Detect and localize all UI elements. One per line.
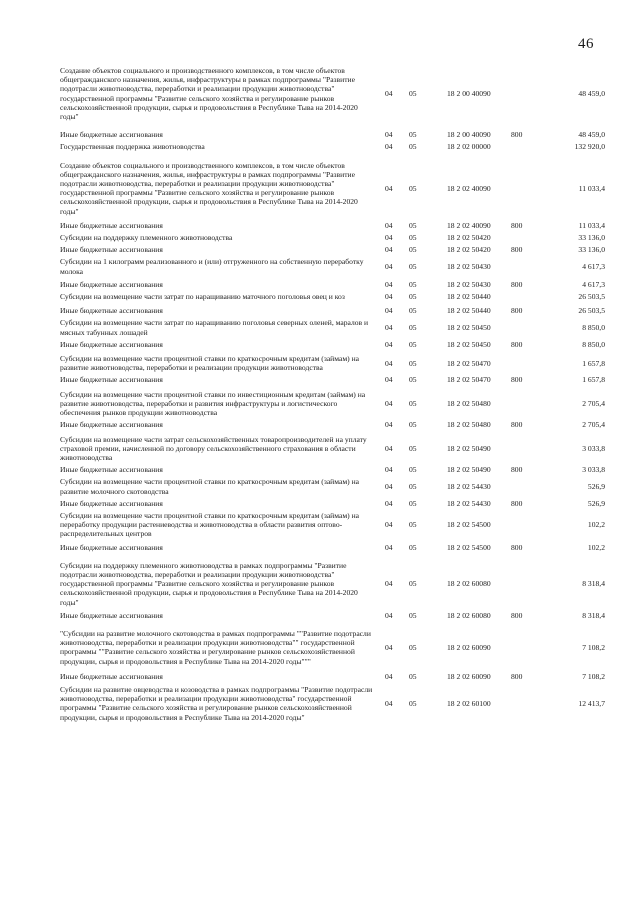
subsection-code: 05 bbox=[409, 375, 417, 385]
section-code: 04 bbox=[385, 481, 393, 491]
item-name: Иные бюджетные ассигнования bbox=[60, 375, 163, 385]
expense-type-code: 800 bbox=[511, 220, 523, 230]
subsection-code: 05 bbox=[409, 698, 417, 708]
amount: 33 136,0 bbox=[578, 245, 605, 255]
item-name: Создание объектов социального и производственного комплексов, в том числе объектов общегражданского назначения, жилья, инфраструктуры в рамках подпрограммы "Развитие подотрасли животноводства, переработки и реализации продукции животноводства" государственной программы "Развитие сельского хозяйства и регулирование рынков сельскохозяйственной продукции, сырья и продовольствия в Республике Тыва на 2014-2020 годы" bbox=[60, 66, 358, 122]
table-row bbox=[60, 161, 605, 216]
subsection-code: 05 bbox=[409, 292, 417, 302]
table-row bbox=[60, 233, 605, 242]
table-row bbox=[60, 292, 605, 301]
amount: 1 657,8 bbox=[582, 358, 605, 368]
table-row bbox=[60, 130, 605, 139]
subsection-code: 05 bbox=[409, 671, 417, 681]
item-name: Иные бюджетные ассигнования bbox=[60, 245, 163, 255]
expense-type-code: 800 bbox=[511, 465, 523, 475]
item-name: Субсидии на возмещение части затрат по наращиванию маточного поголовья овец и коз bbox=[60, 292, 345, 302]
item-name: Иные бюджетные ассигнования bbox=[60, 130, 163, 140]
subsection-code: 05 bbox=[409, 481, 417, 491]
section-code: 04 bbox=[385, 130, 393, 140]
amount: 11 033,4 bbox=[578, 183, 605, 193]
item-name: Субсидии на 1 килограмм реализованного и (или) отгруженного на собственную переработку молока bbox=[60, 257, 364, 276]
section-code: 04 bbox=[385, 420, 393, 430]
table-row bbox=[60, 477, 605, 495]
expense-type-code: 800 bbox=[511, 610, 523, 620]
table-row bbox=[60, 685, 605, 722]
subsection-code: 05 bbox=[409, 245, 417, 255]
table-row bbox=[60, 221, 605, 230]
expense-type-code: 800 bbox=[511, 339, 523, 349]
subsection-code: 05 bbox=[409, 520, 417, 530]
table-row bbox=[60, 306, 605, 315]
table-row bbox=[60, 611, 605, 620]
table-row bbox=[60, 543, 605, 552]
section-code: 04 bbox=[385, 642, 393, 652]
subsection-code: 05 bbox=[409, 358, 417, 368]
amount: 8 318,4 bbox=[582, 579, 605, 589]
table-row bbox=[60, 318, 605, 336]
target-article-code: 18 2 02 54430 bbox=[447, 498, 491, 508]
target-article-code: 18 2 02 50420 bbox=[447, 245, 491, 255]
target-article-code: 18 2 02 50440 bbox=[447, 306, 491, 316]
table-row bbox=[60, 435, 605, 463]
table-row bbox=[60, 66, 605, 121]
amount: 132 920,0 bbox=[574, 142, 605, 152]
expense-type-code: 800 bbox=[511, 306, 523, 316]
amount: 1 657,8 bbox=[582, 375, 605, 385]
target-article-code: 18 2 02 60090 bbox=[447, 671, 491, 681]
subsection-code: 05 bbox=[409, 183, 417, 193]
target-article-code: 18 2 02 50440 bbox=[447, 292, 491, 302]
target-article-code: 18 2 02 50450 bbox=[447, 339, 491, 349]
target-article-code: 18 2 02 40090 bbox=[447, 220, 491, 230]
target-article-code: 18 2 00 40090 bbox=[447, 130, 491, 140]
amount: 7 108,2 bbox=[582, 671, 605, 681]
item-name: Иные бюджетные ассигнования bbox=[60, 279, 163, 289]
target-article-code: 18 2 02 60080 bbox=[447, 610, 491, 620]
target-article-code: 18 2 02 60100 bbox=[447, 698, 491, 708]
section-code: 04 bbox=[385, 358, 393, 368]
subsection-code: 05 bbox=[409, 610, 417, 620]
section-code: 04 bbox=[385, 698, 393, 708]
item-name: Субсидии на поддержку племенного животноводства в рамках подпрограммы "Развитие подотрасли животноводства, переработки и реализации продукции животноводства" государственной программы "Развитие сельского хозяйства и регулирование рынков сельскохозяйственной продукции, сырья и продовольствия в Республике Тыва на 2014-2020 годы" bbox=[60, 560, 358, 607]
table-row bbox=[60, 340, 605, 349]
expense-type-code: 800 bbox=[511, 279, 523, 289]
item-name: Иные бюджетные ассигнования bbox=[60, 339, 163, 349]
table-row bbox=[60, 245, 605, 254]
table-row bbox=[60, 511, 605, 539]
subsection-code: 05 bbox=[409, 398, 417, 408]
target-article-code: 18 2 02 54430 bbox=[447, 481, 491, 491]
section-code: 04 bbox=[385, 323, 393, 333]
expense-type-code: 800 bbox=[511, 245, 523, 255]
amount: 526,9 bbox=[587, 498, 605, 508]
target-article-code: 18 2 02 00000 bbox=[447, 142, 491, 152]
amount: 12 413,7 bbox=[578, 698, 605, 708]
amount: 3 033,8 bbox=[582, 443, 605, 453]
section-code: 04 bbox=[385, 279, 393, 289]
subsection-code: 05 bbox=[409, 443, 417, 453]
table-row bbox=[60, 280, 605, 289]
amount: 526,9 bbox=[587, 481, 605, 491]
subsection-code: 05 bbox=[409, 262, 417, 272]
item-name: Субсидии на развитие овцеводства и козоводства в рамках подпрограммы "Развитие подотрасли животноводства, переработки и реализации продукции животноводства" государственной программы "Развитие сельского хозяйства и регулирование рынков сельскохозяйственной продукции, сырья и продовольствия в Республике Тыва на 2014-2020 годы" bbox=[60, 684, 373, 722]
item-name: Иные бюджетные ассигнования bbox=[60, 671, 163, 681]
section-code: 04 bbox=[385, 339, 393, 349]
amount: 2 705,4 bbox=[582, 420, 605, 430]
target-article-code: 18 2 02 50490 bbox=[447, 443, 491, 453]
target-article-code: 18 2 02 50470 bbox=[447, 358, 491, 368]
section-code: 04 bbox=[385, 542, 393, 552]
amount: 102,2 bbox=[587, 542, 605, 552]
subsection-code: 05 bbox=[409, 420, 417, 430]
page-number: 46 bbox=[578, 36, 594, 52]
section-code: 04 bbox=[385, 579, 393, 589]
amount: 26 503,5 bbox=[578, 306, 605, 316]
table-row bbox=[60, 257, 605, 275]
table-row bbox=[60, 142, 605, 151]
item-name: Создание объектов социального и производственного комплексов, в том числе объектов общегражданского назначения, жилья, инфраструктуры в рамках подпрограммы "Развитие подотрасли животноводства, переработки и реализации продукции животноводства" государственной программы "Развитие сельского хозяйства и регулирование рынков сельскохозяйственной продукции, сырья и продовольствия в Республике Тыва на 2014-2020 годы" bbox=[60, 160, 358, 216]
target-article-code: 18 2 02 50430 bbox=[447, 279, 491, 289]
subsection-code: 05 bbox=[409, 323, 417, 333]
item-name: Иные бюджетные ассигнования bbox=[60, 498, 163, 508]
amount: 2 705,4 bbox=[582, 398, 605, 408]
table-row bbox=[60, 375, 605, 384]
target-article-code: 18 2 02 50490 bbox=[447, 465, 491, 475]
item-name: Иные бюджетные ассигнования bbox=[60, 542, 163, 552]
item-name: Иные бюджетные ассигнования bbox=[60, 220, 163, 230]
subsection-code: 05 bbox=[409, 642, 417, 652]
item-name: Субсидии на возмещение части процентной ставки по краткосрочным кредитам (займам) на переработку продукции растениеводства и животноводства в области развития оптово-распределительных центров bbox=[60, 510, 360, 539]
amount: 11 033,4 bbox=[578, 220, 605, 230]
section-code: 04 bbox=[385, 375, 393, 385]
item-name: Субсидии на возмещение части затрат по наращиванию поголовья северных оленей, маралов и мясных табунных лошадей bbox=[60, 318, 369, 337]
target-article-code: 18 2 02 60080 bbox=[447, 579, 491, 589]
target-article-code: 18 2 02 50480 bbox=[447, 420, 491, 430]
item-name: "Субсидии на развитие молочного скотоводства в рамках подпрограммы ""Развитие подотрасли животноводства, переработки и реализации продукции животноводства"" государственной программы ""Развитие сельского хозяйства и регулирование рынков сельскохозяйственной продукции, сырья и продовольствия в Республике Тыва на 2014-2020 годы""" bbox=[60, 628, 371, 666]
table-row bbox=[60, 672, 605, 681]
target-article-code: 18 2 02 50450 bbox=[447, 323, 491, 333]
section-code: 04 bbox=[385, 233, 393, 243]
amount: 33 136,0 bbox=[578, 233, 605, 243]
budget-table bbox=[60, 66, 605, 722]
section-code: 04 bbox=[385, 671, 393, 681]
item-name: Иные бюджетные ассигнования bbox=[60, 465, 163, 475]
item-name: Иные бюджетные ассигнования bbox=[60, 610, 163, 620]
amount: 48 459,0 bbox=[578, 89, 605, 98]
target-article-code: 18 2 02 40090 bbox=[447, 183, 491, 193]
section-code: 04 bbox=[385, 520, 393, 530]
section-code: 04 bbox=[385, 292, 393, 302]
table-row bbox=[60, 499, 605, 508]
table-row bbox=[60, 354, 605, 372]
amount: 4 617,3 bbox=[582, 262, 605, 272]
target-article-code: 18 2 02 54500 bbox=[447, 542, 491, 552]
section-code: 04 bbox=[385, 220, 393, 230]
expense-type-code: 800 bbox=[511, 130, 523, 140]
target-article-code: 18 2 02 50430 bbox=[447, 262, 491, 272]
amount: 8 318,4 bbox=[582, 610, 605, 620]
expense-type-code: 800 bbox=[511, 420, 523, 430]
subsection-code: 05 bbox=[409, 89, 417, 98]
table-row bbox=[60, 561, 605, 607]
subsection-code: 05 bbox=[409, 498, 417, 508]
section-code: 04 bbox=[385, 465, 393, 475]
target-article-code: 18 2 00 40090 bbox=[447, 89, 491, 98]
expense-type-code: 800 bbox=[511, 542, 523, 552]
subsection-code: 05 bbox=[409, 220, 417, 230]
expense-type-code: 800 bbox=[511, 375, 523, 385]
amount: 4 617,3 bbox=[582, 279, 605, 289]
item-name: Субсидии на поддержку племенного животноводства bbox=[60, 233, 233, 243]
item-name: Иные бюджетные ассигнования bbox=[60, 420, 163, 430]
section-code: 04 bbox=[385, 183, 393, 193]
section-code: 04 bbox=[385, 498, 393, 508]
item-name: Государственная поддержка животноводства bbox=[60, 142, 205, 152]
expense-type-code: 800 bbox=[511, 671, 523, 681]
section-code: 04 bbox=[385, 610, 393, 620]
section-code: 04 bbox=[385, 398, 393, 408]
item-name: Субсидии на возмещение части процентной ставки по инвестиционным кредитам (займам) на развитие животноводства, переработки и развития инфраструктуры и логистического обеспечения рынков продукции животноводства bbox=[60, 389, 366, 418]
target-article-code: 18 2 02 50420 bbox=[447, 233, 491, 243]
section-code: 04 bbox=[385, 89, 393, 98]
table-row bbox=[60, 420, 605, 429]
item-name: Субсидии на возмещение части процентной ставки по краткосрочным кредитам (займам) на развитие животноводства, переработки и реализации продукции животноводства bbox=[60, 354, 360, 373]
section-code: 04 bbox=[385, 262, 393, 272]
amount: 3 033,8 bbox=[582, 465, 605, 475]
amount: 7 108,2 bbox=[582, 642, 605, 652]
amount: 26 503,5 bbox=[578, 292, 605, 302]
table-row bbox=[60, 629, 605, 666]
expense-type-code: 800 bbox=[511, 498, 523, 508]
amount: 48 459,0 bbox=[578, 130, 605, 140]
subsection-code: 05 bbox=[409, 233, 417, 243]
item-name: Иные бюджетные ассигнования bbox=[60, 306, 163, 316]
item-name: Субсидии на возмещение части затрат сельскохозяйственных товаропроизводителей на уплату страховой премии, начисленной по договору сельскохозяйственного страхования в области животноводства bbox=[60, 434, 367, 462]
table-row bbox=[60, 390, 605, 418]
section-code: 04 bbox=[385, 306, 393, 316]
section-code: 04 bbox=[385, 245, 393, 255]
target-article-code: 18 2 02 50470 bbox=[447, 375, 491, 385]
section-code: 04 bbox=[385, 142, 393, 152]
target-article-code: 18 2 02 54500 bbox=[447, 520, 491, 530]
section-code: 04 bbox=[385, 443, 393, 453]
subsection-code: 05 bbox=[409, 130, 417, 140]
amount: 8 850,0 bbox=[582, 323, 605, 333]
subsection-code: 05 bbox=[409, 142, 417, 152]
amount: 8 850,0 bbox=[582, 339, 605, 349]
subsection-code: 05 bbox=[409, 279, 417, 289]
amount: 102,2 bbox=[587, 520, 605, 530]
target-article-code: 18 2 02 60090 bbox=[447, 642, 491, 652]
subsection-code: 05 bbox=[409, 579, 417, 589]
target-article-code: 18 2 02 50480 bbox=[447, 398, 491, 408]
table-row bbox=[60, 465, 605, 474]
subsection-code: 05 bbox=[409, 306, 417, 316]
subsection-code: 05 bbox=[409, 465, 417, 475]
subsection-code: 05 bbox=[409, 339, 417, 349]
item-name: Субсидии на возмещение части процентной ставки по краткосрочным кредитам (займам) на развитие молочного скотоводства bbox=[60, 477, 360, 496]
subsection-code: 05 bbox=[409, 542, 417, 552]
